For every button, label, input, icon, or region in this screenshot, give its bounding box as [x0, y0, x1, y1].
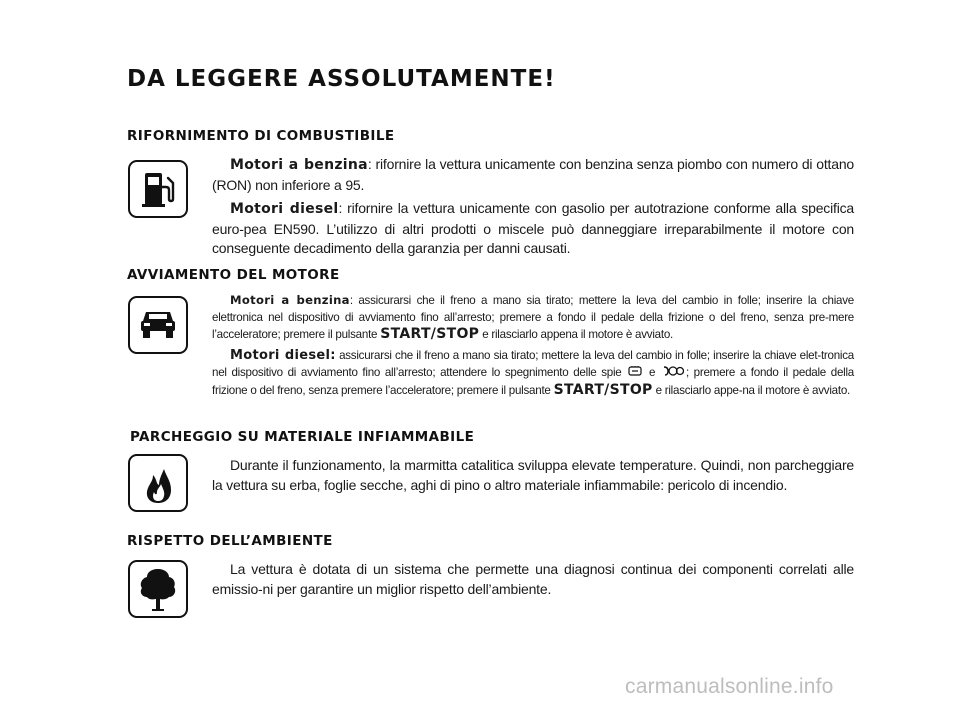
- flame-icon-frame: [128, 454, 188, 512]
- paragraph-benzina-fuel: [212, 155, 854, 195]
- glow-plug-coil-icon: [662, 365, 684, 377]
- start-stop-label: START/STOP: [380, 326, 480, 343]
- label-diesel-start: Motori diesel:: [230, 348, 336, 364]
- car-front-icon: [138, 308, 178, 342]
- section-body-start: [212, 292, 854, 399]
- label-benzina-start: Motori a benzina: [230, 293, 350, 307]
- watermark: carmanualsonline.info: [625, 675, 834, 698]
- text-diesel-start-c: e rilasciarlo appe-na il motore è avviato.: [652, 383, 850, 397]
- paragraph-parking: Durante il funzionamento, la marmitta catalitica sviluppa elevate temperature. Quindi, non parcheggiare la vettura su erba, foglie secche, aghi di pino o altro materiale infiammabile: pericolo di incendio.: [212, 457, 854, 493]
- car-icon-frame: [128, 296, 188, 354]
- section-title-parking: PARCHEGGIO SU MATERIALE INFIAMMABILE: [130, 429, 475, 445]
- text-diesel-fuel: : rifornire la vettura unicamente con gasolio per autotrazione conforme alla specifica euro-pea EN590. L’utilizzo di altri prodotti o miscele può danneggiare irreparabilmente il motore con conseguente decadimento della garanzia per danni causati.: [212, 200, 855, 256]
- section-body-environment: [212, 560, 854, 599]
- text-benzina-start-a: : assicurarsi che il freno a mano sia tirato; mettere la leva del cambio in folle; inserire la chiave elettronica nel dispositivo di avviamento fino all’arresto; premere a fondo il pedale della frizione o del freno, senza pre-mere l’acceleratore; premere il pulsante: [212, 294, 854, 342]
- text-diesel-start-conj: e: [644, 365, 660, 379]
- page-title: DA LEGGERE ASSOLUTAMENTE!: [127, 66, 556, 92]
- fuel-pump-icon: [140, 169, 176, 209]
- label-benzina: Motori a benzina: [230, 157, 368, 173]
- start-stop-label-diesel: START/STOP: [553, 381, 653, 398]
- section-body-fuel: [212, 155, 854, 259]
- text-diesel-start-a: assicurarsi che il freno a mano sia tirato; mettere la leva del cambio in folle; inserire la chiave elet-tronica nel dispositivo di avviamento fino all’arresto; attendere lo spegnimento delle spie: [212, 349, 854, 379]
- paragraph-diesel-fuel: [212, 199, 854, 259]
- paragraph-benzina-start: [212, 292, 854, 344]
- paragraph-diesel-start: [212, 348, 854, 399]
- paragraph-environment: La vettura è dotata di un sistema che permette una diagnosi continua dei componenti correlati alle emissio-ni per garantire un miglior rispetto dell’ambiente.: [212, 561, 854, 597]
- tree-icon: [138, 566, 178, 612]
- text-benzina-fuel: : rifornire la vettura unicamente con benzina senza piombo con numero di ottano (RON) non inferiore a 95.: [212, 156, 855, 193]
- text-benzina-start-b: e rilasciarlo appena il motore è avviato.: [479, 328, 674, 342]
- section-title-environment: RISPETTO DELL’AMBIENTE: [127, 533, 333, 549]
- fuel-icon-frame: [128, 160, 188, 218]
- label-diesel: Motori diesel: [230, 201, 339, 217]
- tree-icon-frame: [128, 560, 188, 618]
- glow-plug-warning-icon: [628, 365, 642, 377]
- section-title-start: AVVIAMENTO DEL MOTORE: [127, 267, 340, 283]
- section-title-fuel: RIFORNIMENTO DI COMBUSTIBILE: [127, 128, 395, 144]
- text-diesel-start-b: ; premere a fondo il pedale della frizione o del freno, senza premere l’acceleratore; premere il pulsante: [212, 365, 854, 397]
- flame-icon: [140, 461, 176, 505]
- section-body-parking: [212, 456, 854, 495]
